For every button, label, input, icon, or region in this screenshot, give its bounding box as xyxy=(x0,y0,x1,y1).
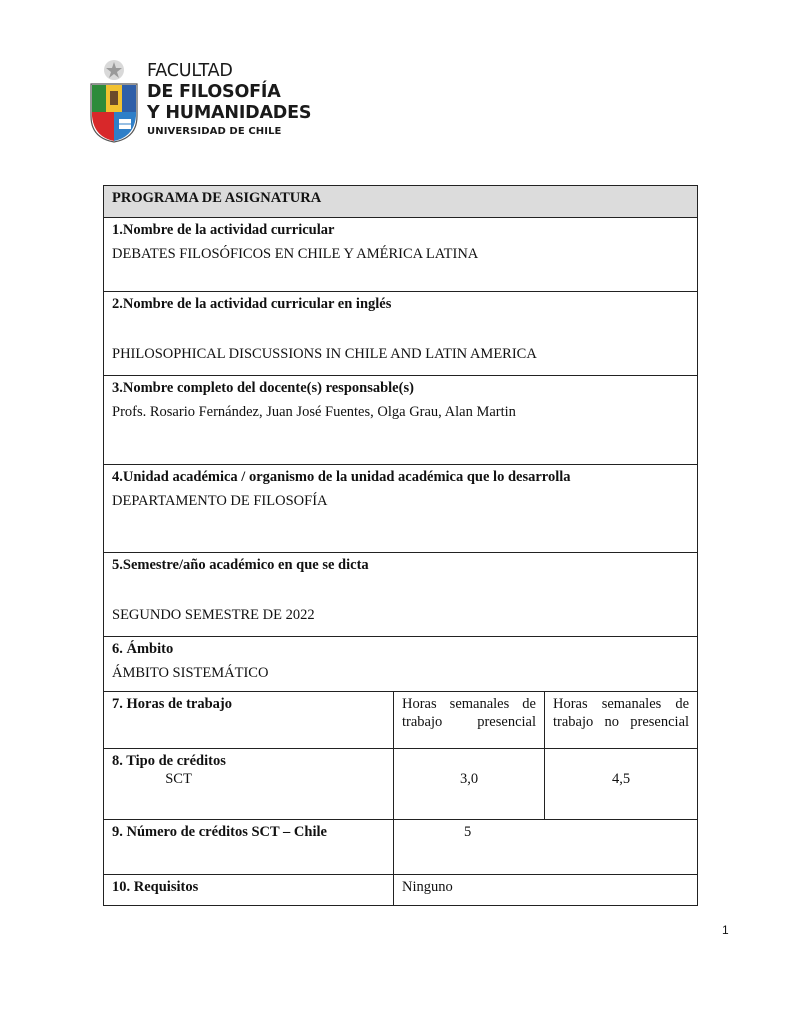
scope-value: ÁMBITO SISTEMÁTICO xyxy=(112,665,269,681)
semester-label: 5.Semestre/año académico en que se dicta xyxy=(112,557,369,573)
logo-line-filosofia: DE FILOSOFÍA xyxy=(147,82,281,102)
academic-unit-cell xyxy=(104,465,698,553)
sct-credits-value-cell xyxy=(394,820,698,875)
row-scope xyxy=(104,637,698,692)
sct-credits-label-cell xyxy=(104,820,394,875)
teachers-cell xyxy=(104,376,698,465)
academic-unit-value: DEPARTAMENTO DE FILOSOFÍA xyxy=(112,493,328,509)
logo-line-humanidades: Y HUMANIDADES xyxy=(147,103,312,123)
requirements-label-cell xyxy=(104,875,394,906)
no-presencial-hours-value: 4,5 xyxy=(545,749,698,820)
academic-unit-label: 4.Unidad académica / organismo de la unidad académica que lo desarrolla xyxy=(112,469,571,485)
teachers-value: Profs. Rosario Fernández, Juan José Fuentes, Olga Grau, Alan Martin xyxy=(112,404,516,420)
credit-type-cell xyxy=(104,749,394,820)
row-activity-name xyxy=(104,218,698,292)
hours-no-presencial-header: Horas semanales de trabajo no presencial xyxy=(545,692,698,749)
faculty-logo xyxy=(88,58,312,148)
row-semester xyxy=(104,553,698,637)
requirements-value-cell xyxy=(394,875,698,906)
presencial-hours-value: 3,0 xyxy=(394,749,545,820)
credit-type-value: SCT xyxy=(165,771,192,787)
scope-label: 6. Ámbito xyxy=(112,641,174,657)
activity-name-english-label: 2.Nombre de la actividad curricular en inglés xyxy=(112,296,392,312)
row-sct-credits xyxy=(104,820,698,875)
row-work-hours xyxy=(104,692,698,749)
teachers-label: 3.Nombre completo del docente(s) responsable(s) xyxy=(112,380,414,396)
row-credit-type xyxy=(104,749,698,820)
university-crest-icon xyxy=(88,58,140,144)
logo-university-name: UNIVERSIDAD DE CHILE xyxy=(147,126,282,137)
row-teachers xyxy=(104,376,698,465)
work-hours-label-cell xyxy=(104,692,394,749)
requirements-label: 10. Requisitos xyxy=(112,879,199,895)
sct-credits-value: 5 xyxy=(464,824,472,840)
scope-cell xyxy=(104,637,698,692)
activity-name-english-cell xyxy=(104,292,698,376)
activity-name-value: DEBATES FILOSÓFICOS EN CHILE Y AMÉRICA LATINA xyxy=(112,246,479,262)
requirements-value: Ninguno xyxy=(402,879,453,895)
row-academic-unit xyxy=(104,465,698,553)
row-title xyxy=(104,186,698,218)
activity-name-label: 1.Nombre de la actividad curricular xyxy=(112,222,335,238)
semester-cell xyxy=(104,553,698,637)
activity-name-cell xyxy=(104,218,698,292)
work-hours-label: 7. Horas de trabajo xyxy=(112,696,233,712)
program-title: PROGRAMA DE ASIGNATURA xyxy=(112,190,322,206)
row-activity-name-english xyxy=(104,292,698,376)
program-table xyxy=(103,185,698,906)
hours-presencial-header: Horas semanales de trabajo presencial xyxy=(394,692,545,749)
row-requirements xyxy=(104,875,698,906)
credit-type-label: 8. Tipo de créditos xyxy=(112,753,226,769)
semester-value: SEGUNDO SEMESTRE DE 2022 xyxy=(112,607,315,623)
sct-credits-label: 9. Número de créditos SCT – Chile xyxy=(112,824,327,840)
activity-name-english-value: PHILOSOPHICAL DISCUSSIONS IN CHILE AND LATIN AMERICA xyxy=(112,346,537,362)
program-title-cell xyxy=(104,186,698,218)
page-number: 1 xyxy=(722,923,729,937)
logo-line-facultad: FACULTAD xyxy=(147,61,233,81)
